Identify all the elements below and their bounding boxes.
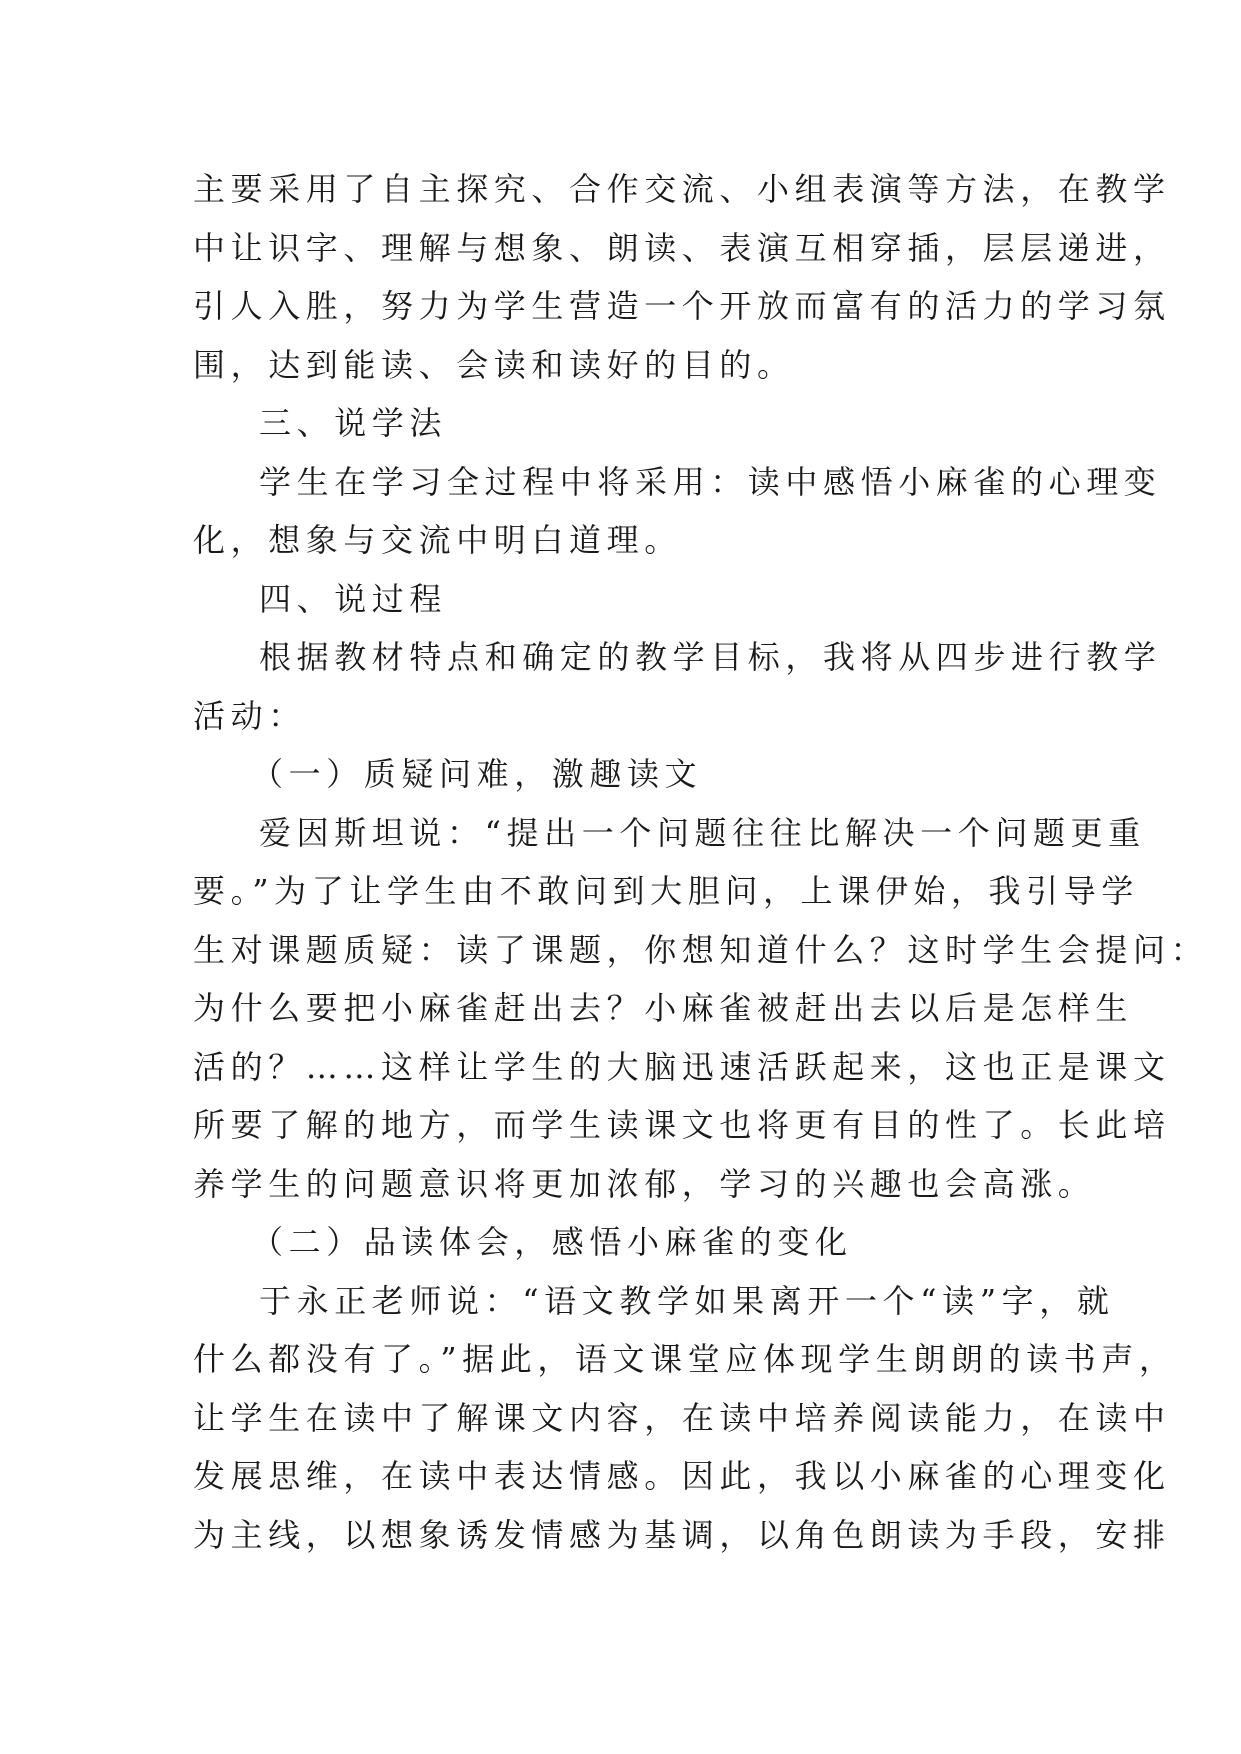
text-line: 为什么要把小麻雀赶出去？小麻雀被赶出去以后是怎样生 xyxy=(193,989,1134,1027)
subsection-heading: （一）质疑问难，激趣读文 xyxy=(251,755,703,793)
body-text xyxy=(193,160,1209,1564)
text-line: 化，想象与交流中明白道理。 xyxy=(193,521,682,559)
text-line: 中让识字、理解与想象、朗读、表演互相穿插，层层递进， xyxy=(193,228,1171,267)
text-line: 发展思维，在读中表达情感。因此，我以小麻雀的心理变化 xyxy=(193,1457,1171,1495)
text-line: 什么都没有了。”据此，语文课堂应体现学生朗朗的读书声， xyxy=(193,1340,1177,1378)
text-line: 所要了解的地方，而学生读课文也将更有目的性了。长此培 xyxy=(193,1106,1171,1144)
text-line: 围，达到能读、会读和读好的目的。 xyxy=(193,345,795,384)
text-line: 根据教材特点和确定的教学目标，我将从四步进行教学 xyxy=(259,638,1162,676)
text-line: 主要采用了自主探究、合作交流、小组表演等方法，在教学 xyxy=(193,170,1171,208)
subsection-heading: （二）品读体会，感悟小麻雀的变化 xyxy=(251,1223,853,1261)
text-line: 为主线，以想象诱发情感为基调，以角色朗读为手段，安排 xyxy=(193,1515,1171,1554)
text-line: 要。”为了让学生由不敢问到大胆问，上课伊始，我引导学 xyxy=(193,872,1139,910)
text-line: 生对课题质疑：读了课题，你想知道什么？这时学生会提问： xyxy=(193,930,1209,969)
text-line: 学生在学习全过程中将采用：读中感悟小麻雀的心理变 xyxy=(259,462,1162,501)
text-line: 于永正老师说：“语文教学如果离开一个“读”字，就 xyxy=(259,1281,1115,1320)
text-line: 引人入胜，努力为学生营造一个开放而富有的活力的学习氛 xyxy=(193,287,1171,325)
text-line: 让学生在读中了解课文内容，在读中培养阅读能力，在读中 xyxy=(193,1398,1171,1437)
text-line: 爱因斯坦说：“提出一个问题往往比解决一个问题更重 xyxy=(259,813,1146,852)
text-line: 活的？……这样让学生的大脑迅速活跃起来，这也正是课文 xyxy=(193,1047,1171,1086)
text-line: 活动： xyxy=(193,696,306,735)
section-heading: 四、说过程 xyxy=(259,579,448,618)
section-heading: 三、说学法 xyxy=(259,404,448,442)
text-line: 养学生的问题意识将更加浓郁，学习的兴趣也会高涨。 xyxy=(193,1164,1096,1203)
